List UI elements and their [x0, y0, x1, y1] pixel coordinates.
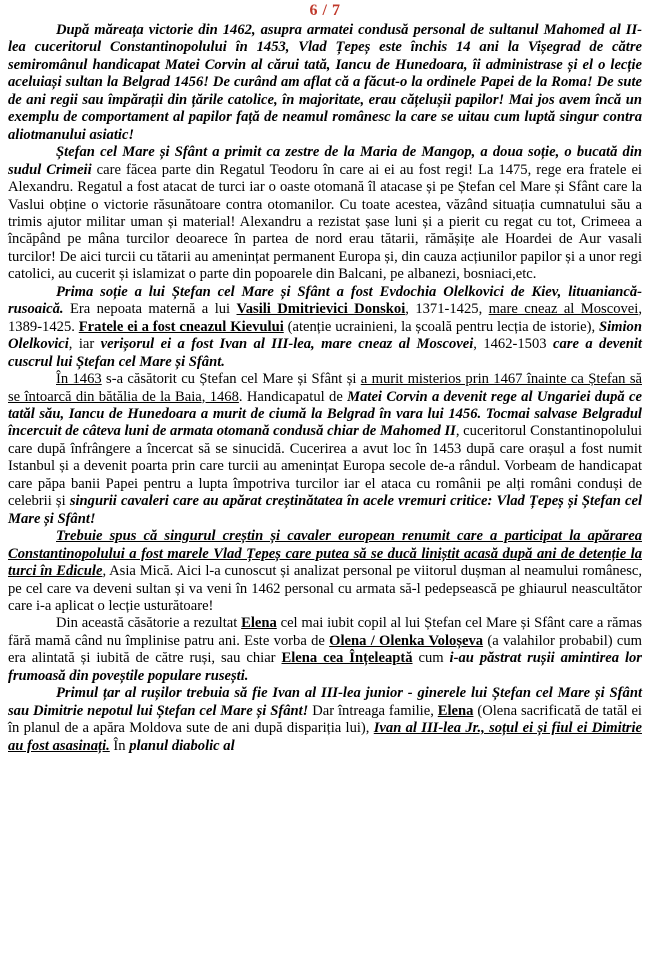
text-run: , 1371-1425,	[405, 301, 489, 318]
page-number: 6 / 7	[309, 2, 341, 19]
text-run: , iar	[68, 336, 101, 353]
text-run: planul diabolic al	[129, 737, 235, 754]
text-run: Ivan al III-lea Jr., soțul ei și fiul ei Dimitrie au fost asasinați.	[8, 720, 642, 754]
text-run: s-a căsătorit cu Ștefan cel Mare și Sfânt și	[101, 371, 361, 388]
text-run: În	[109, 737, 130, 754]
text-run: a murit misterios prin 1467 înainte ca Ștefan să se întoarcă din bătălia de la Baia, 1468	[8, 371, 642, 405]
paragraph-5	[8, 528, 642, 615]
text-run: Din această căsătorie a rezultat	[56, 615, 242, 632]
text-run: Simion Olelkovici	[8, 318, 642, 353]
text-run: singurii cavaleri care au apărat creștinătatea în acele vremuri critice: Vlad Țepeș și Ștefan cel Mare și Sfânt!	[8, 493, 642, 527]
text-run: cel mai iubit copil al lui Ștefan cel Mare și Sfânt care a rămas fără mamă când nu împlinise patru ani. Este vorba de	[8, 615, 642, 649]
text-run: care a devenit cuscrul lui Ștefan cel Mare și Sfânt.	[8, 336, 642, 370]
text-run: Fratele ei a fost cneazul Kievului	[78, 318, 284, 335]
text-run: , cuceritorul Constantinopolului care după înfrângere a încercat să se sinucidă. Cucerirea a avut loc în 1453 după care orașul a fost numit Istanbul și a devenit poarta prin care turcii au amenințat Europa secole de-a rândul. Vorbeam de handicapat care păpa banii Papei pentru a lupta împotriva turcilor iar el ataca cu românii pe alți români conduși de celebrii și	[8, 423, 642, 510]
text-run: Elena cea Înțeleaptă	[281, 650, 413, 667]
text-run: (a valahilor probabil) cum era alintată și iubită de către ruși, sau chiar	[8, 632, 643, 667]
text-run: Vasili Dmitrievici Donskoi	[236, 301, 406, 318]
article-body	[8, 22, 642, 755]
text-run: , 1462-1503	[473, 336, 553, 353]
text-run: care făcea parte din Regatul Teodoru în care ai ei au fost regi! La 1475, rege era fratele ei Alexandru. Regatul a fost atacat de turci iar o oaste otomană îl atacase și pe Ștefan cel Mare și Sfânt care la Vaslui obține o victorie răsunătoare contra otomanilor. Cu toate acestea, văzând situația cumnatului său a trimis ajutor militar uman și material! Alexandru a rezistat șase luni și a pierit cu regat cu tot, Crimeea a încăpând pe mâna turcilor deoarece în partea de nord erau tătarii, rămășițe ale Hoardei de Aur vasali turcilor! De aici turcii cu tătarii au amenințat permanent Europa și, din cauza acțiunilor papilor și a unor regi catolici, au cucerit și islamizat o parte din popoarele din Balcani, pe albanezi, bosniaci,etc.	[8, 161, 642, 283]
text-run: Elena	[241, 615, 277, 632]
text-run: verișorul ei a fost Ivan al III-lea, mare cneaz al Moscovei	[100, 336, 474, 353]
paragraph-3	[8, 284, 642, 371]
text-run: . Handicapatul de	[238, 388, 348, 405]
text-run: Era nepoata maternă a lui	[63, 301, 237, 318]
text-run: Ștefan cel Mare și Sfânt a primit ca zestre de la Maria de Mangop, a doua soție, o bucată din sudul Crimeii	[8, 144, 642, 178]
paragraph-7	[8, 685, 642, 755]
paragraph-6	[8, 615, 642, 685]
text-run: Prima soție a lui Ștefan cel Mare și Sfânt a fost Evdochia Olelkovici de Kiev, lituaniancă-rusoaică.	[8, 283, 642, 318]
text-run: Matei Corvin a devenit rege al Ungariei după ce tatăl său, Iancu de Hunedoara a murit de ciumă la Belgrad în vara lui 1456. Tocmai salvase Belgradul încercuit de câteva luni de armata otomană condusă chiar de Mahomed II	[8, 388, 642, 440]
text-run: Olena / Olenka Voloșeva	[329, 632, 484, 649]
text-run: Primul țar al rușilor trebuia să fie Ivan al III-lea junior - ginerele lui Ștefan cel Mare și Sfânt sau Dimitrie nepotul lui Ștefan cel Mare și Sfânt!	[8, 685, 642, 719]
text-run: După măreața victorie din 1462, asupra armatei condusă personal de sultanul Mahomed al II-lea cuceritorul Constantinopolului în 1453, Vlad Țepeș este închis 14 ani la Vișegrad de către semiromânul handicapat Matei Corvin al cărui tată, Iancu de Hunedoara, îi administrase și el o lecție aceluiași sultan la Belgrad 1456! De curând am aflat că a făcut-o la ordinele Papei de la Roma! De sute de ani regii sau împărații din țările catolice, în majoritate, erau cățelușii papilor! Mai jos avem încă un exemplu de comportament al papilor față de neamul românesc la care se uitau cum luptă singur contra aliotmanului asiatic!	[8, 22, 642, 143]
text-run: În 1463	[56, 371, 102, 388]
text-run: (atenție ucrainieni, la școală pentru lecția de istorie),	[283, 318, 599, 335]
text-run: Dar întreaga familie,	[308, 702, 438, 719]
text-run: , Asia Mică. Aici l-a cunoscut și analizat personal pe viitorul dușman al neamului românesc, pe cel care va deveni sultan și va veni în 1462 personal cu armata să-l pedepsească pe ghiaurul neascultător care i-a aplicat o lecție usturătoare!	[8, 563, 643, 614]
text-run: mare cneaz al Moscovei	[488, 301, 639, 318]
paragraph-2	[8, 144, 642, 284]
text-run: Trebuie spus că singurul creștin și cavaler european renumit care a participat la apărarea Constantinopolului a fost marele Vlad Țepeș care putea să se ducă liniștit acasă după ani de detenție la turci în Edicule	[8, 528, 642, 580]
text-run: cum	[412, 650, 450, 667]
paragraph-4	[8, 371, 642, 528]
text-run: , 1389-1425.	[8, 301, 642, 335]
text-run: Elena	[437, 702, 474, 719]
text-run: i-au păstrat rușii amintirea lor frumoasă din poveștile populare rusești.	[8, 650, 642, 684]
paragraph-1	[8, 22, 642, 144]
text-run: (Olena sacrificată de tatăl ei în planul de a apăra Moldova sute de ani după dispariția lui),	[8, 702, 642, 737]
